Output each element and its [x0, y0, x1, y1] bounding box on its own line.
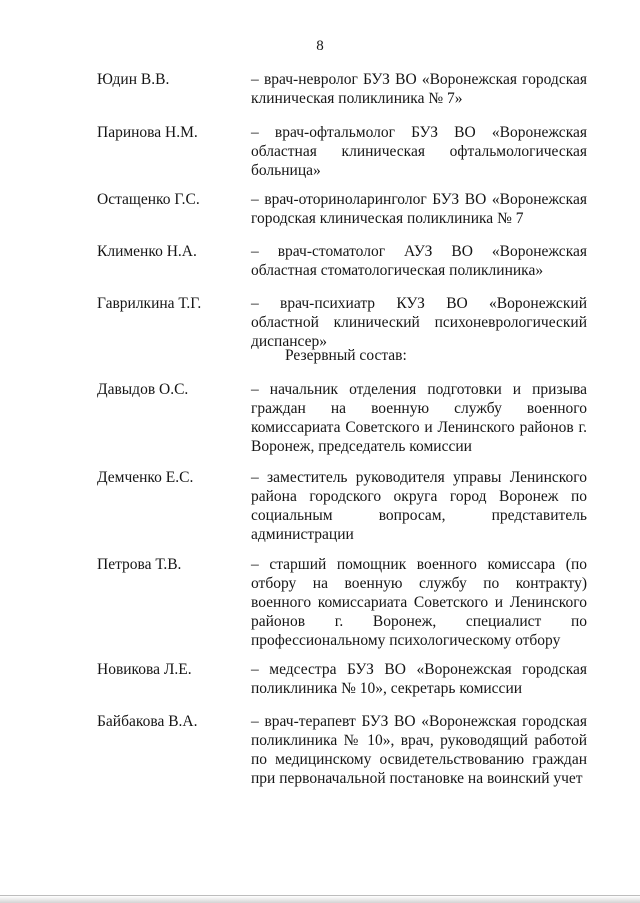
member-name: Остащенко Г.С. [97, 191, 200, 208]
member-name: Новикова Л.Е. [97, 661, 192, 678]
member-role: – врач-психиатр КУЗ ВО «Воронежский областной клинический психоневрологический диспансер» [251, 295, 587, 350]
reserve-heading: Резервный состав: [285, 347, 407, 364]
member-name: Давыдов О.С. [97, 381, 189, 398]
member-role: – врач-невролог БУЗ ВО «Воронежская городская клиническая поликлиника № 7» [251, 71, 587, 107]
member-role: – старший помощник военного комиссара (по отбору на военную службу по контракту) военного комиссариата Советского и Ленинского районов г. Воронеж, специалист по профессиональному психологическому отбору [251, 556, 587, 649]
member-name: Байбакова В.А. [97, 713, 198, 730]
member-name: Юдин В.В. [97, 71, 170, 88]
member-role: – врач-оториноларинголог БУЗ ВО «Воронежская городская клиническая поликлиника № 7 [251, 191, 587, 227]
member-name: Петрова Т.В. [97, 556, 182, 573]
member-role: – врач-офтальмолог БУЗ ВО «Воронежская областная клиническая офтальмологическая больница» [251, 124, 587, 179]
member-role: – врач-стоматолог АУЗ ВО «Воронежская областная стоматологическая поликлиника» [251, 243, 587, 279]
page-edge-shadow [0, 896, 640, 903]
member-role: – врач-терапевт БУЗ ВО «Воронежская городская поликлиника № 10», врач, руководящий работой по медицинскому освидетельствованию граждан при первоначальной постановке на воинский учет [251, 713, 587, 787]
member-name: Демченко Е.С. [97, 469, 194, 486]
member-name: Гаврилкина Т.Г. [97, 295, 202, 312]
member-role: – начальник отделения подготовки и призыва граждан на военную службу военного комиссариата Советского и Ленинского районов г. Воронеж, председатель комиссии [251, 381, 587, 455]
member-role: – заместитель руководителя управы Ленинского района городского округа город Воронеж по социальным вопросам, представитель администрации [251, 469, 587, 543]
member-name: Клименко Н.А. [97, 243, 197, 260]
member-role: – медсестра БУЗ ВО «Воронежская городская поликлиника № 10», секретарь комиссии [251, 661, 587, 697]
page-number: 8 [316, 38, 324, 54]
member-name: Паринова Н.М. [97, 124, 198, 141]
